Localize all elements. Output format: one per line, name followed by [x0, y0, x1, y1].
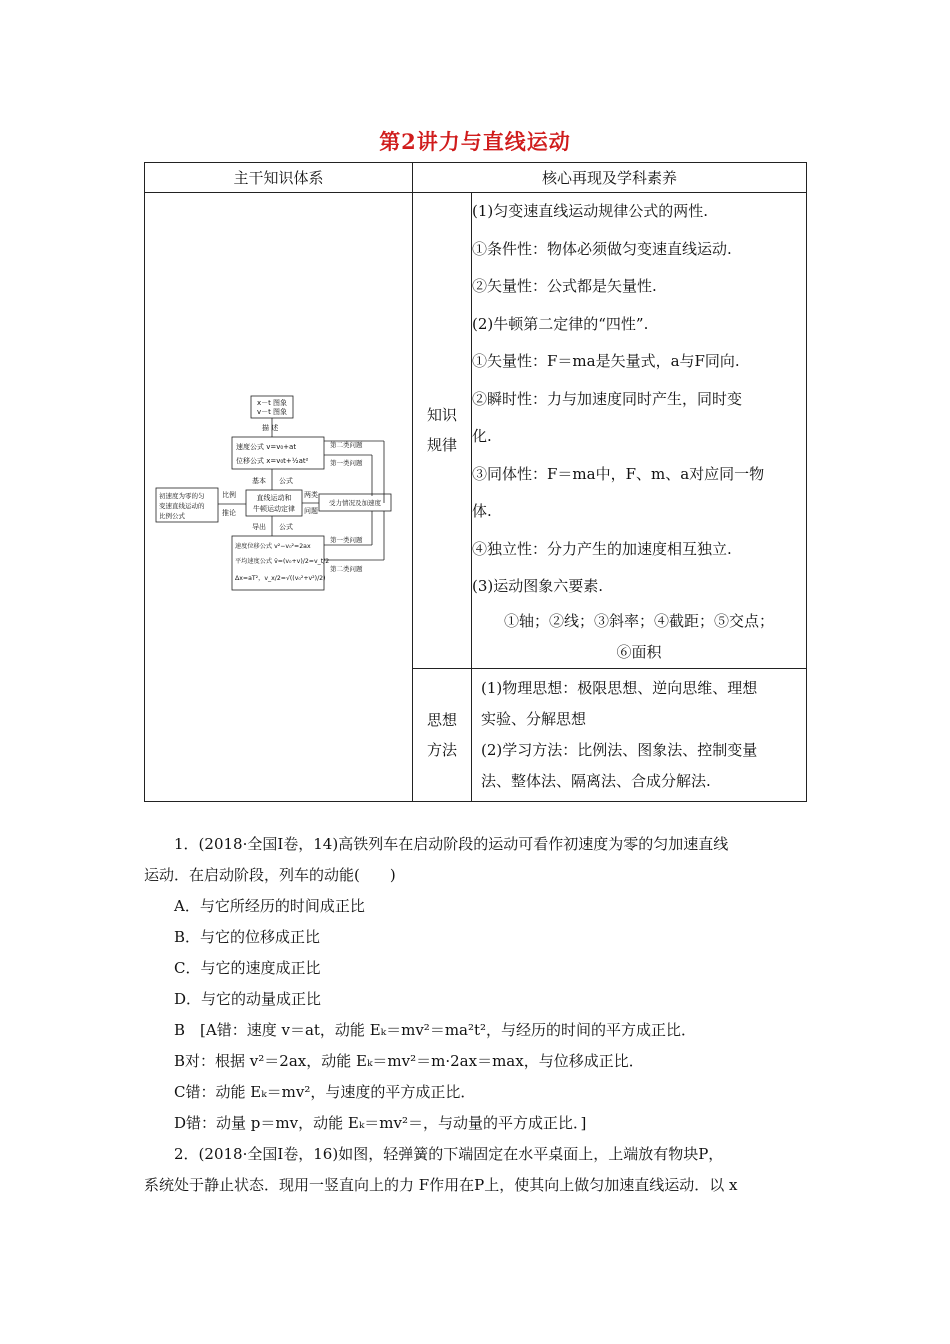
thinking-methods-label-line1: 思想	[426, 710, 457, 729]
thinking-methods-content	[472, 668, 807, 801]
two-types-label-1: 两类	[304, 491, 318, 499]
option-d: D．与它的动量成正比	[174, 990, 322, 1008]
knowledge-flow-diagram	[154, 393, 406, 598]
rule-line: ②矢量性：公式都是矢量性.	[472, 277, 657, 295]
option-a: A．与它所经历的时间成正比	[174, 897, 365, 915]
table-header-left: 主干知识体系	[145, 163, 413, 193]
knowledge-table	[144, 162, 807, 802]
thinking-methods-label-line2: 方法	[426, 740, 457, 759]
formula-box-line1: 速度公式 v=v₀+at	[236, 443, 297, 451]
knowledge-rules-label-line2: 规律	[426, 436, 457, 455]
force-box-text: 受力情况及加速度	[329, 499, 381, 507]
graph-box-line1: x－t 图象	[256, 399, 288, 407]
graph-box-line2: v－t 图象	[256, 408, 288, 416]
answer-line-4: D错：动量 p＝mv，动能 Eₖ＝mv²＝，与动量的平方成正比．]	[174, 1114, 587, 1132]
rule-line: ①条件性：物体必须做匀变速直线运动.	[472, 239, 732, 258]
core-box-line1: 直线运动和	[256, 494, 292, 502]
derive-label: 导出	[252, 523, 266, 531]
rule-line: ①轴；②线；③斜率；④截距；⑤交点；	[503, 611, 774, 630]
left-box-line2: 变速直线运动的	[159, 502, 205, 510]
rule-line: ④独立性：分力产生的加速度相互独立.	[472, 539, 732, 558]
derived-box-line3: Δx=aT²，v_x/2=√((v₀²+v²)/2)	[235, 575, 326, 582]
method-line: 实验、分解思想	[481, 709, 587, 728]
rule-line: 化.	[472, 427, 492, 445]
type2-bottom-label: 第二类问题	[330, 565, 363, 573]
question-1-line1: 1．(2018·全国Ⅰ卷，14)高铁列车在启动阶段的运动可看作初速度为零的匀加速直线	[174, 835, 729, 853]
left-box-line3: 比例公式	[159, 512, 185, 520]
question-1-line2: 运动．在启动阶段，列车的动能( )	[144, 866, 396, 884]
rule-line: 体.	[472, 502, 492, 520]
knowledge-rules-label-line1: 知识	[426, 406, 457, 425]
thinking-methods-label	[413, 668, 472, 801]
method-line: (1)物理思想：极限思想、逆向思维、理想	[481, 678, 758, 697]
method-line: (2)学习方法：比例法、图象法、控制变量	[481, 740, 758, 759]
answer-line-1: B [A错：速度 v＝at，动能 Eₖ＝mv²＝ma²t²，与经历的时间的平方成正比．	[174, 1021, 697, 1039]
rule-line: ③同体性：F＝ma中，F、m、a对应同一物	[472, 464, 765, 483]
derived-box-line1: 速度位移公式 v²−v₀²=2ax	[235, 543, 311, 550]
ratio-label-2: 推论	[222, 509, 236, 517]
rule-line: (3)运动图象六要素.	[472, 577, 604, 595]
basic-label: 基本	[252, 477, 266, 485]
left-box-line1: 初速度为零的匀	[159, 492, 205, 500]
question-1	[144, 829, 807, 1201]
question-2-line2: 系统处于静止状态．现用一竖直向上的力 F作用在P上，使其向上做匀加速直线运动．以 x	[144, 1176, 738, 1194]
type1-bottom-label: 第一类问题	[330, 536, 363, 544]
formula2-label: 公式	[279, 523, 293, 531]
describe-label: 描 述	[262, 424, 279, 432]
page-title: 第2讲力与直线运动	[379, 129, 571, 154]
knowledge-rules-content	[472, 193, 807, 669]
rule-line: ②瞬时性：力与加速度同时产生，同时变	[472, 389, 743, 408]
rule-line: (1)匀变速直线运动规律公式的两性.	[472, 202, 709, 220]
formula-box-line2: 位移公式 x=v₀t+½at²	[236, 457, 309, 465]
knowledge-diagram-cell	[145, 193, 413, 802]
option-c: C．与它的速度成正比	[174, 959, 321, 977]
answer-line-2: B对：根据 v²＝2ax，动能 Eₖ＝mv²＝m·2ax＝max，与位移成正比．	[174, 1052, 644, 1070]
core-box-line2: 牛顿运动定律	[253, 505, 295, 513]
rule-line: ①矢量性：F＝ma是矢量式，a与F同向.	[472, 352, 740, 370]
answer-line-3: C错：动能 Eₖ＝mv²，与速度的平方成正比．	[174, 1083, 476, 1101]
two-types-label-2: 问题	[304, 507, 318, 515]
method-line: 法、整体法、隔离法、合成分解法.	[481, 771, 711, 790]
type2-top-label: 第二类问题	[330, 441, 363, 449]
derived-box-line2: 平均速度公式 v̄=(v₀+v)/2=v_t/2	[235, 558, 330, 565]
rule-line: (2)牛顿第二定律的“四性”.	[472, 314, 649, 333]
ratio-label-1: 比例	[222, 491, 236, 499]
type1-top-label: 第一类问题	[330, 459, 363, 467]
rule-line: ⑥面积	[616, 642, 662, 661]
option-b: B．与它的位移成正比	[174, 928, 321, 946]
table-header-right: 核心再现及学科素养	[413, 163, 807, 193]
knowledge-rules-label	[413, 193, 472, 669]
formula-label: 公式	[279, 477, 293, 485]
question-2-line1: 2．(2018·全国Ⅰ卷，16)如图，轻弹簧的下端固定在水平桌面上，上端放有物块P，	[174, 1145, 724, 1163]
